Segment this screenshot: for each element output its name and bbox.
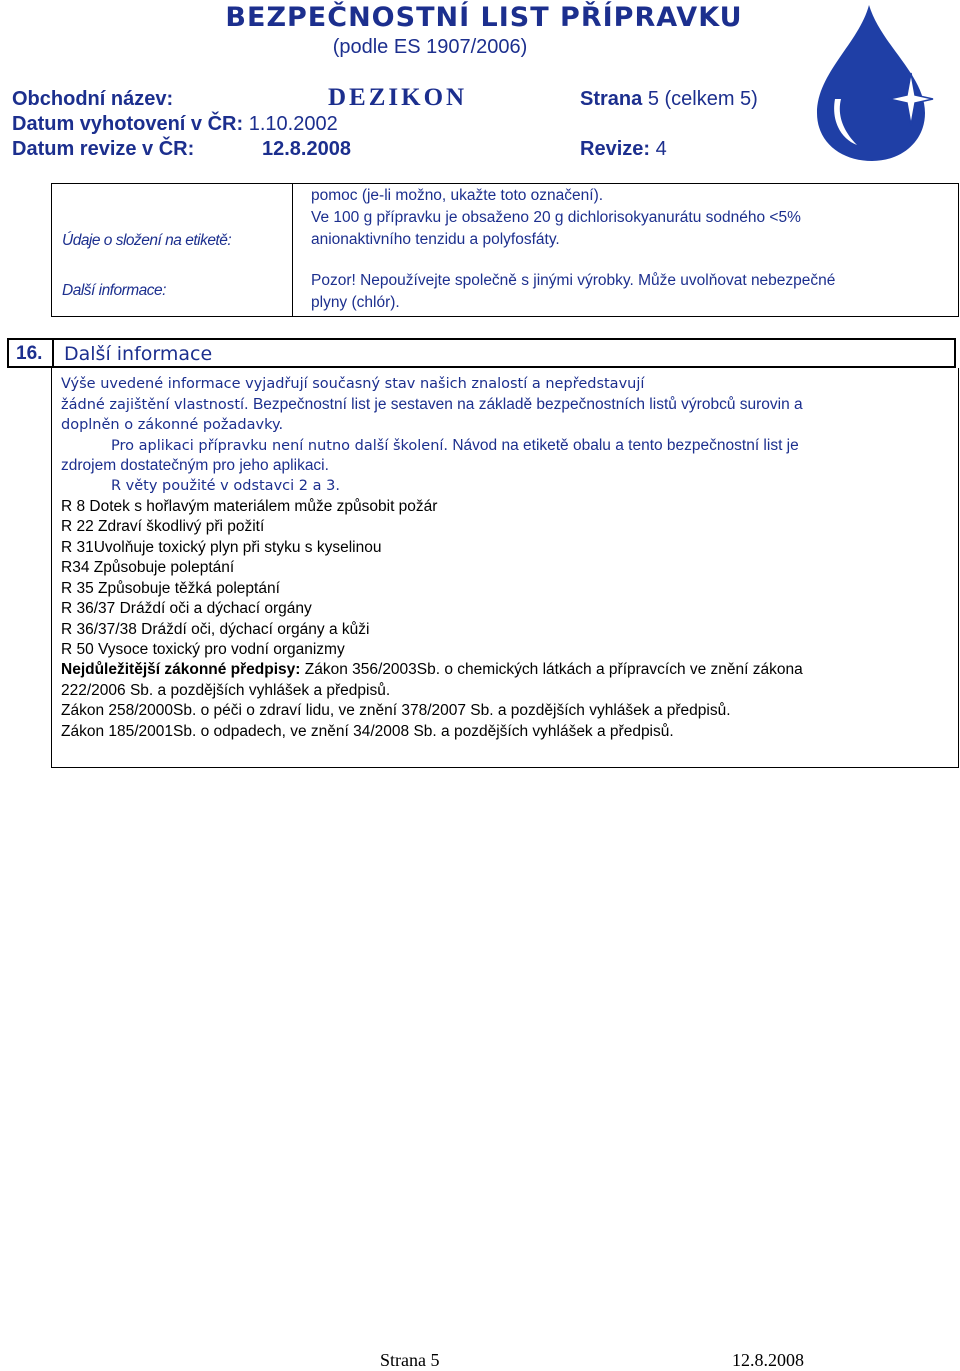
- table-line: Ve 100 g přípravku je obsaženo 20 g dichlorisokyanurátu sodného <5%: [311, 209, 801, 226]
- table-line: anionaktivního tenzidu a polyfosfáty.: [311, 231, 560, 248]
- r-phrase: R 36/37 Dráždí oči a dýchací orgány: [61, 600, 312, 617]
- section-divider: [52, 340, 54, 366]
- water-drop-logo-icon: [807, 3, 957, 163]
- body-line: zdrojem dostatečným pro jeho aplikaci.: [61, 457, 329, 474]
- body-line: doplněn o zákonné požadavky.: [61, 417, 284, 433]
- trade-name-label: Obchodní název:: [12, 88, 174, 110]
- r-phrase: R 50 Vysoce toxický pro vodní organizmy: [61, 641, 345, 658]
- created-label: Datum vyhotovení v ČR:: [12, 113, 244, 135]
- legal-line: Zákon 185/2001Sb. o odpadech, ve znění 34/2008 Sb. a pozdějších vyhlášek a předpisů.: [61, 723, 674, 740]
- body-line-group: [61, 437, 799, 455]
- section-header: [7, 338, 956, 368]
- body-line: Výše uvedené informace vyjadřují současný stav našich znalostí a nepředstavují: [61, 376, 645, 392]
- body-line-group: [61, 396, 803, 414]
- body-line: Pro aplikaci přípravku není nutno další školení.: [111, 438, 449, 454]
- composition-label: Údaje o složení na etiketě:: [62, 232, 232, 249]
- created-date: [12, 113, 338, 136]
- page-indicator: [580, 88, 758, 111]
- section-title: Další informace: [64, 343, 213, 365]
- legal-label: Nejdůležitější zákonné předpisy:: [61, 661, 301, 678]
- body-line: R věty použité v odstavci 2 a 3.: [111, 478, 340, 494]
- body-line: žádné zajištění vlastností.: [61, 397, 249, 413]
- r-phrase: R 35 Způsobuje těžká poleptání: [61, 580, 280, 597]
- footer-page: Strana 5: [380, 1350, 440, 1370]
- revision-label: Revize:: [580, 138, 651, 160]
- label-info-table: [51, 183, 959, 317]
- revised-value: 12.8.2008: [262, 138, 351, 160]
- revision-value: 4: [655, 138, 667, 160]
- table-divider: [292, 184, 293, 316]
- table-line: plyny (chlór).: [311, 294, 400, 311]
- revision: [580, 138, 667, 161]
- other-info-label: Další informace:: [62, 282, 166, 299]
- page-value: 5 (celkem 5): [647, 88, 758, 110]
- r-phrase: R34 Způsobuje poleptání: [61, 559, 235, 576]
- legal-line: Zákon 258/2000Sb. o péči o zdraví lidu, ve znění 378/2007 Sb. a pozdějších vyhlášek a předpisů.: [61, 702, 731, 719]
- document-title: BEZPEČNOSTNÍ LIST PŘÍPRAVKU: [225, 2, 743, 33]
- r-phrase: R 31Uvolňuje toxický plyn při styku s kyselinou: [61, 539, 382, 556]
- r-phrase: R 8 Dotek s hořlavým materiálem může způsobit požár: [61, 498, 438, 515]
- legal-line: Zákon 356/2003Sb. o chemických látkách a přípravcích ve znění zákona: [300, 661, 803, 678]
- r-phrase: R 22 Zdraví škodlivý při požití: [61, 518, 265, 535]
- trade-name: DEZIKON: [328, 84, 468, 111]
- page-label: Strana: [580, 88, 643, 110]
- created-value: 1.10.2002: [248, 113, 338, 135]
- footer-date: 12.8.2008: [732, 1350, 804, 1370]
- section-number: 16.: [16, 343, 43, 364]
- body-line: Návod na etiketě obalu a tento bezpečnostní list je: [448, 437, 799, 454]
- table-line: pomoc (je-li možno, ukažte toto označení).: [311, 187, 604, 204]
- body-line: Bezpečnostní list je sestaven na základě bezpečnostních listů výrobců surovin a: [248, 396, 803, 413]
- table-line: Pozor! Nepoužívejte společně s jinými výrobky. Může uvolňovat nebezpečné: [311, 272, 836, 289]
- legal-line: 222/2006 Sb. a pozdějších vyhlášek a předpisů.: [61, 682, 391, 699]
- r-phrase: R 36/37/38 Dráždí oči, dýchací orgány a kůži: [61, 621, 370, 638]
- document-subtitle: (podle ES 1907/2006): [332, 36, 528, 58]
- revised-label: Datum revize v ČR:: [12, 138, 195, 160]
- legal-line-group: [61, 661, 803, 679]
